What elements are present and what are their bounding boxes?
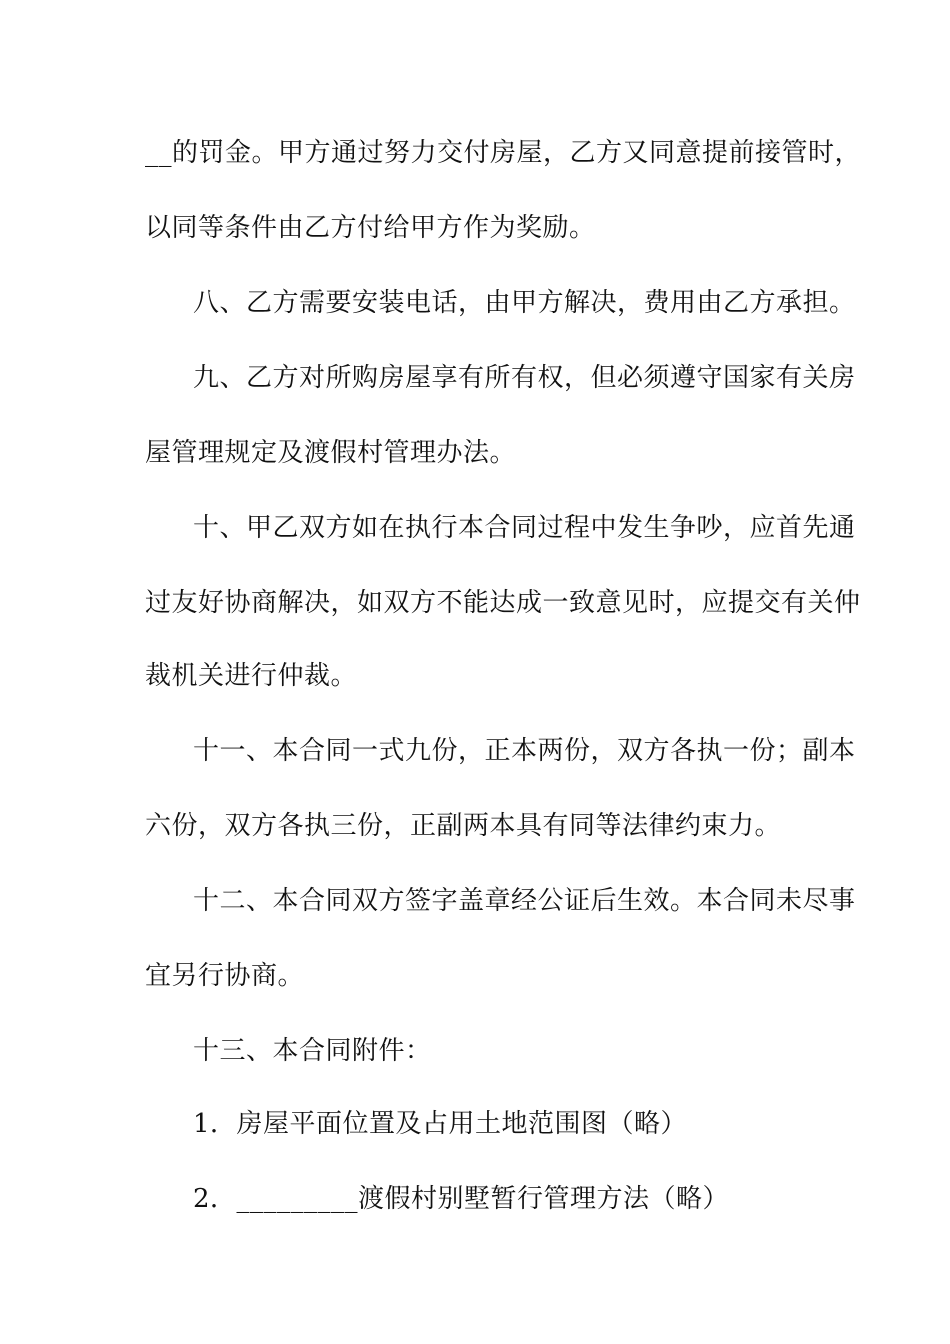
attachment-item-2: 2．_________渡假村别墅暂行管理方法（略） <box>193 1184 730 1214</box>
text-line: __的罚金。甲方通过努力交付房屋，乙方又同意提前接管时， <box>145 138 862 168</box>
clause-13: 十三、本合同附件： <box>193 1036 432 1066</box>
clause-11: 十一、本合同一式九份，正本两份，双方各执一份；副本 <box>193 736 856 766</box>
text-line: 裁机关进行仲裁。 <box>145 661 358 691</box>
text-line: 屋管理规定及渡假村管理办法。 <box>145 438 517 468</box>
text-line: 过友好协商解决，如双方不能达成一致意见时，应提交有关仲 <box>145 588 861 618</box>
text-line: 宜另行协商。 <box>145 961 305 991</box>
text-line: 以同等条件由乙方付给甲方作为奖励。 <box>145 213 596 243</box>
clause-12: 十二、本合同双方签字盖章经公证后生效。本合同未尽事 <box>193 886 856 916</box>
clause-10: 十、甲乙双方如在执行本合同过程中发生争吵，应首先通 <box>193 513 856 543</box>
attachment-item-1: 1．房屋平面位置及占用土地范围图（略） <box>193 1109 688 1139</box>
clause-9: 九、乙方对所购房屋享有所有权，但必须遵守国家有关房 <box>193 363 856 393</box>
text-line: 六份，双方各执三份，正副两本具有同等法律约束力。 <box>145 811 782 841</box>
clause-8: 八、乙方需要安装电话，由甲方解决，费用由乙方承担。 <box>193 288 856 318</box>
